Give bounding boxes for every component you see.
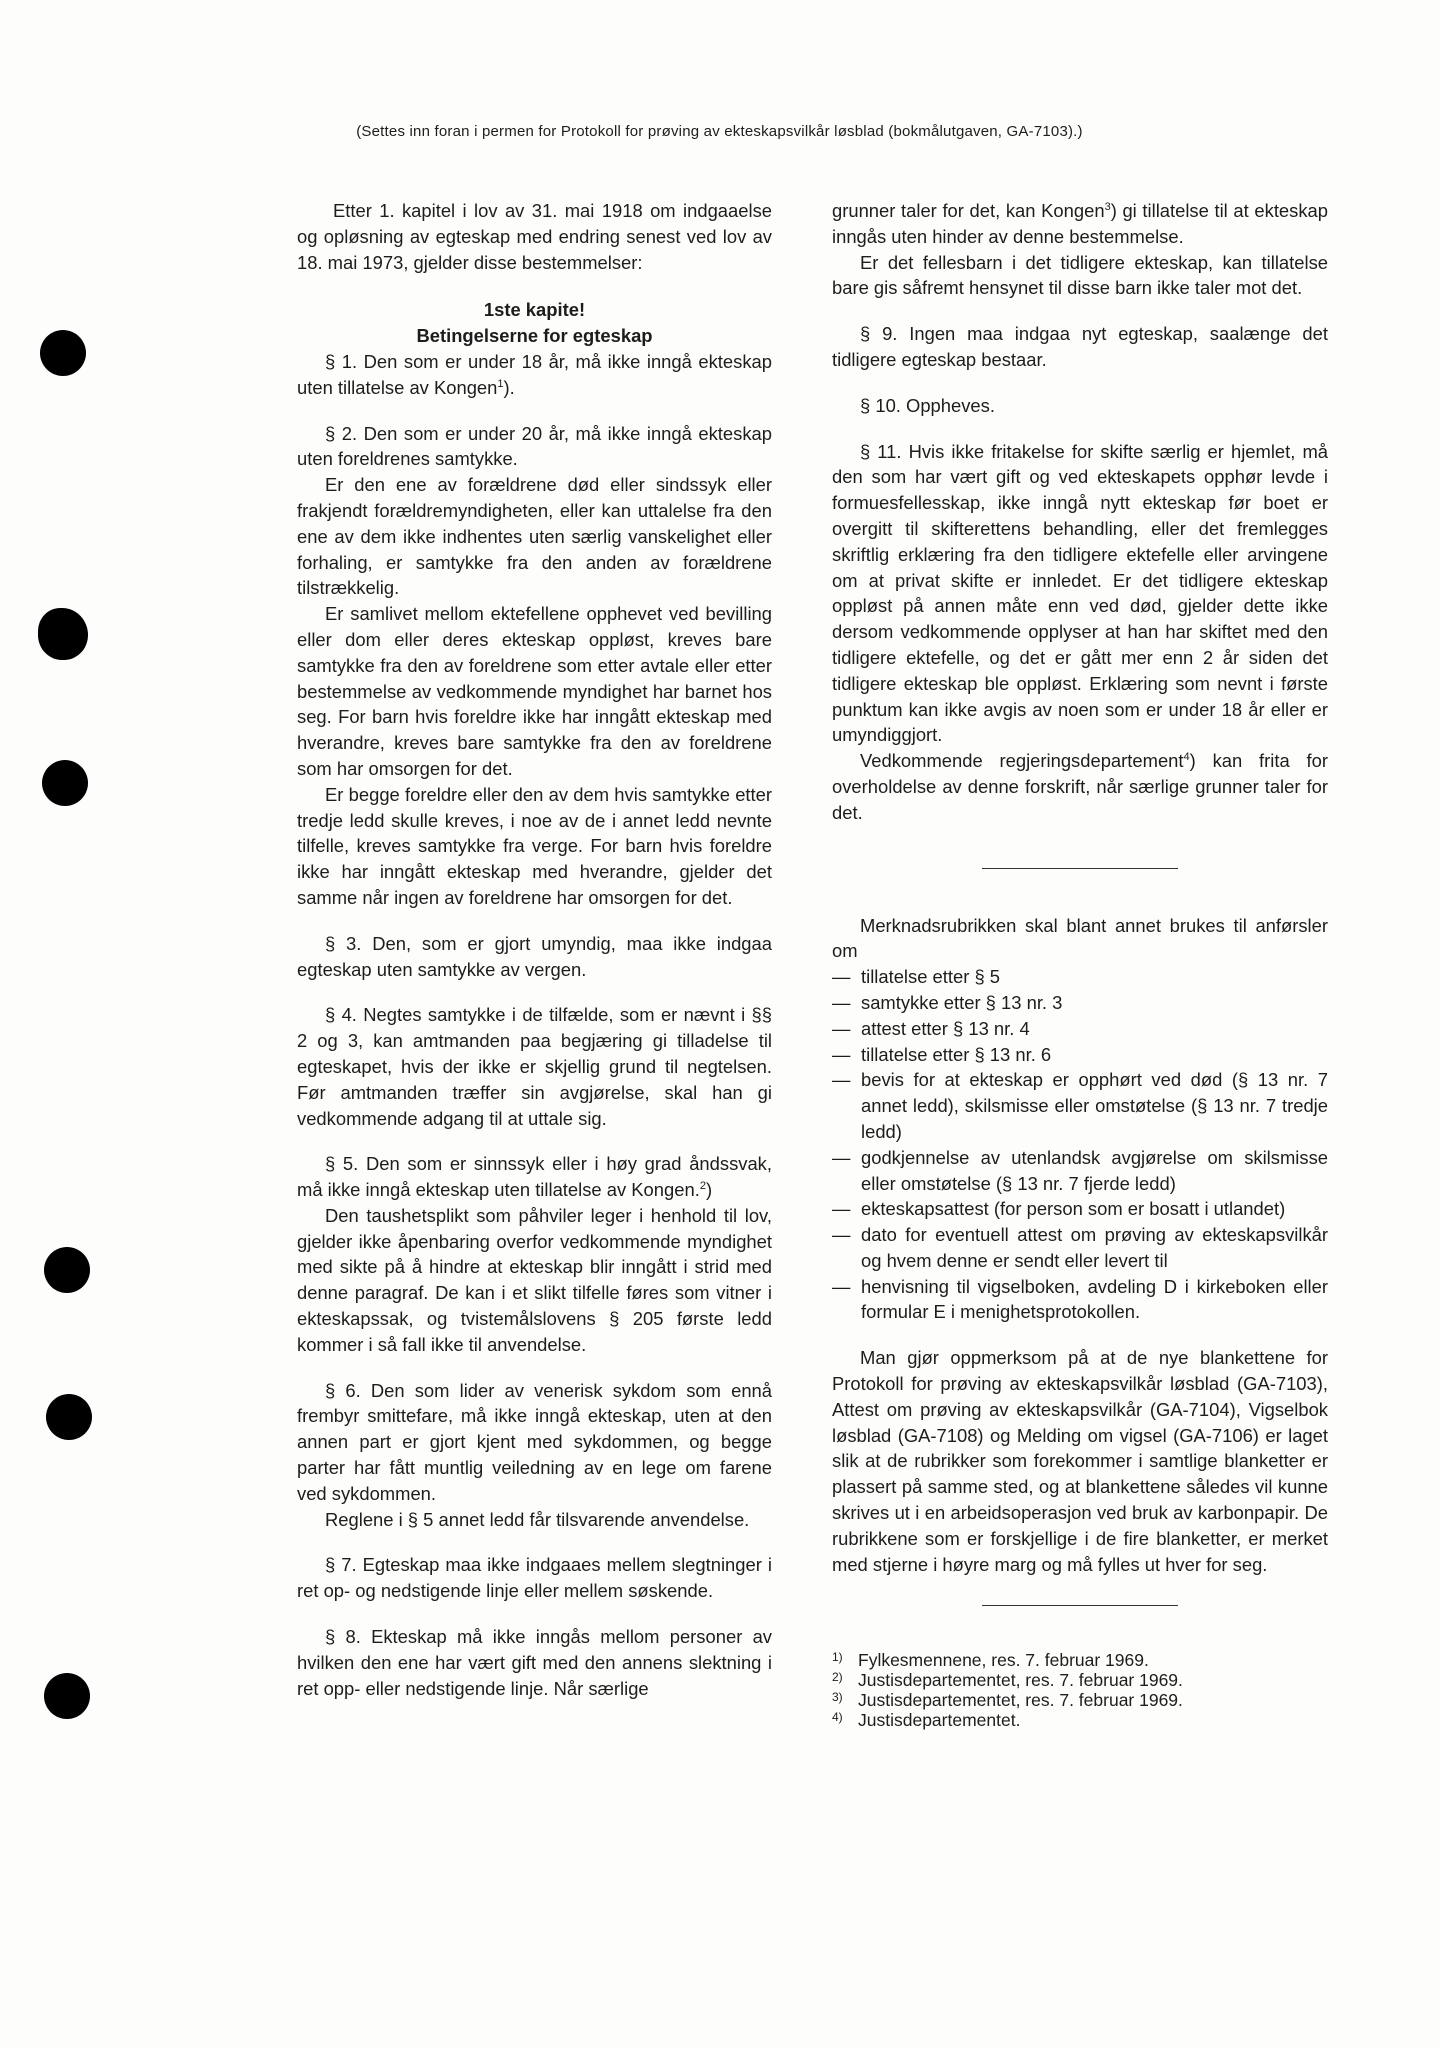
punch-hole <box>42 760 88 806</box>
footnote: 3) Justisdepartementet, res. 7. februar 1969. <box>832 1690 1183 1711</box>
footnote: 1) Fylkesmennene, res. 7. februar 1969. <box>832 1650 1149 1671</box>
punch-hole <box>40 330 86 376</box>
header-note: (Settes inn foran i permen for Protokoll for prøving av ekteskapsvilkår løsblad (bokmålutgaven, GA-7103).) <box>356 123 1083 140</box>
paragraph-2: § 2. Den som er under 20 år, må ikke inngå ekteskap uten foreldrenes samtykke. <box>297 422 772 470</box>
chapter-number: 1ste kapite! <box>483 299 586 321</box>
paragraph-2-section-3: Er samlivet mellom ektefellene opphevet ved bevilling eller dom eller deres ekteskap oppløst, kreves bare samtykke fra den av foreldrene som etter avtale eller etter bestemmelse av vedkommende myndighet har barnet hos seg. For barn hvis foreldre ikke har inngått ekteskap med hverandre, kreves bare samtykke fra den av foreldrene som har omsorgen for det. <box>297 603 772 779</box>
remarks-intro: Merknadsrubrikken skal blant annet brukes til anførsler om <box>832 914 1328 962</box>
footnote: 4) Justisdepartementet. <box>832 1710 1021 1731</box>
paragraph-9: § 9. Ingen maa indgaa nyt egteskap, saalænge det tidligere egteskap bestaar. <box>832 323 1328 370</box>
paragraph-4: § 4. Negtes samtykke i de tilfælde, som er nævnt i §§ 2 og 3, kan amtmanden paa begjæring gi tilladelse til egteskapet, hvis der ikke er skjellig grund til negtelsen. Før amtmanden træffer sin avgjørelse, skal han gi vedkommende adgang til at uttale sig. <box>297 1004 772 1129</box>
paragraph-10: § 10. Oppheves. <box>860 394 995 416</box>
remark-item: — ekteskapsattest (for person som er bosatt i utlandet) <box>832 1198 1286 1220</box>
paragraph-7: § 7. Egteskap maa ikke indgaaes mellem slegtninger i ret op- og nedstigende linje eller mellem søskende. <box>297 1554 772 1602</box>
paragraph-5-section-2: Den taushetsplikt som påhviler leger i henhold til lov, gjelder ikke åpenbaring overfor vedkommende myndighet med sikte på å hindre at ekteskap blir inngått i strid med denne paragraf. De kan i et slikt tilfelle føres som vitner i ekteskapssak, og tvistemålslovens § 205 første ledd kommer i så fall ikke til anvendelse. <box>297 1204 772 1355</box>
paragraph-6-section-2: Reglene i § 5 annet ledd får tilsvarende anvendelse. <box>325 1508 750 1530</box>
paragraph-2-section-4: Er begge foreldre eller den av dem hvis samtykke etter tredje ledd skulle kreves, i noe av de i annet ledd nevnte tilfelle, kreves samtykke fra verge. For barn hvis foreldre ikke har inngått ekteskap med hverandre, gjelder det samme når ingen av foreldrene har omsorgen for det. <box>297 783 772 908</box>
punch-hole <box>44 1673 90 1719</box>
paragraph-8-section-2: Er det fellesbarn i det tidligere ekteskap, kan tillatelse bare gis såfremt hensynet til disse barn ikke taler mot det. <box>832 251 1328 299</box>
paragraph-11-section-2: Vedkommende regjeringsdepartement$^4$) kan frita for overholdelse av denne forskrift, når særlige grunner taler for det. <box>832 750 1328 823</box>
remark-item: — tillatelse etter § 5 <box>832 966 1001 988</box>
remark-item: — dato for eventuell attest om prøving av ekteskapsvilkår og hvem denne er sendt eller levert til <box>832 1224 1328 1271</box>
remark-item: — attest etter § 13 nr. 4 <box>832 1017 1030 1039</box>
remark-item: — bevis for at ekteskap er opphørt ved død (§ 13 nr. 7 annet ledd), skilsmisse eller omstøtelse (§ 13 nr. 7 tredje ledd) <box>832 1069 1328 1142</box>
right-column <box>832 198 1328 1730</box>
paragraph-1: § 1. Den som er under 18 år, må ikke inngå ekteskap uten tillatelse av Kongen$^1$). <box>297 350 772 398</box>
footnote-divider <box>982 1605 1178 1606</box>
paragraph-2-section-2: Er den ene av forældrene død eller sindssyk eller frakjendt forældremyndigheten, eller kan uttalelse fra den ene av dem ikke indhentes uten særlig vanskelighet eller forhaling, er samtykke fra den anden av forældrene tilstrækkelig. <box>297 474 772 599</box>
paragraph-6: § 6. Den som lider av venerisk sykdom som ennå frembyr smittefare, må ikke inngå ekteskap, uten at den annen part er gjort kjent med sykdommen, og begge parter har fått muntlig veiledning av en lege om farene ved sykdommen. <box>297 1379 772 1504</box>
remark-item: — samtykke etter § 13 nr. 3 <box>832 991 1063 1013</box>
paragraph-5: § 5. Den som er sinnssyk eller i høy grad åndssvak, må ikke inngå ekteskap uten tillatelse av Kongen.$^2$) <box>297 1153 772 1201</box>
paragraph-11: § 11. Hvis ikke fritakelse for skifte særlig er hjemlet, må den som har vært gift og ved ekteskapets opphør levde i formuesfellesskap, ikke inngå nytt ekteskap før boet er overgitt til skifterettens behandling, eller det fremlegges skriftlig erklæring fra den tidligere ektefelle eller arvingene om at privat skifte er innledet. Er det tidligere ekteskap oppløst på annen måte enn ved død, gjelder dette ikke dersom vedkommende opplyser at han har skiftet med den tidligere ektefelle, og det er gått mer enn 2 år siden det tidligere ekteskap ble oppløst. Erklæring som nevnt i første punktum kan ikke avgis av noen som er under 18 år eller er umyndiggjort. <box>832 440 1328 746</box>
left-column <box>297 198 772 1701</box>
paragraph-8: § 8. Ekteskap må ikke inngås mellom personer av hvilken den ene har vært gift med den annens slektning i ret opp- eller nedstigende linje. Når særlige <box>297 1626 772 1699</box>
remark-item: — henvisning til vigselboken, avdeling D i kirkeboken eller formular E i menighetsprotokollen. <box>832 1275 1328 1323</box>
punch-hole <box>44 1247 90 1293</box>
punch-hole <box>46 1394 92 1440</box>
paragraph-8-continued: grunner taler for det, kan Kongen$^3$) gi tillatelse til at ekteskap inngås uten hinder av denne bestemmelse. <box>832 200 1328 247</box>
intro-text: Etter 1. kapitel i lov av 31. mai 1918 om indgaaelse og opløsning av egteskap med endring senest ved lov av 18. mai 1973, gjelder disse bestemmelser: <box>297 200 772 273</box>
remark-item: — tillatelse etter § 13 nr. 6 <box>832 1043 1052 1065</box>
paragraph-3: § 3. Den, som er gjort umyndig, maa ikke indgaa egteskap uten samtykke av vergen. <box>297 932 772 980</box>
chapter-title: Betingelserne for egteskap <box>416 325 653 347</box>
remark-item: — godkjennelse av utenlandsk avgjørelse om skilsmisse eller omstøtelse (§ 13 nr. 7 fjerde ledd) <box>832 1146 1328 1194</box>
section-divider <box>982 868 1178 869</box>
footnote: 2) Justisdepartementet, res. 7. februar 1969. <box>832 1670 1183 1691</box>
footnotes <box>832 1650 1328 1730</box>
notice-text: Man gjør oppmerksom på at de nye blankettene for Protokoll for prøving av ekteskapsvilkår løsblad (GA-7103), Attest om prøving av ekteskapsvilkår (GA-7104), Vigselbok løsblad (GA-7108) og Melding om vigsel (GA-7106) er laget slik at de rubrikker som forekommer i samtlige blanketter er plassert på samme sted, og at blankettene således vil kunne skrives ut i en arbeidsoperasjon ved bruk av karbonpapir. De rubrikkene som er forskjellige i de fire blanketter, er merket med stjerne i høyre marg og må fylles ut hver for seg. <box>832 1347 1328 1575</box>
punch-hole <box>38 608 88 660</box>
